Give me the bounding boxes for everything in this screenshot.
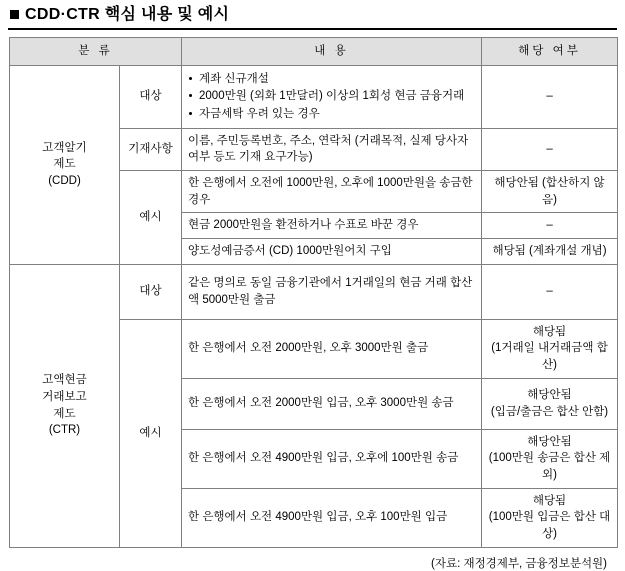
table-row (10, 264, 618, 319)
category-line: (CDD) (48, 174, 81, 187)
applicable-cell (482, 488, 618, 547)
page-title (8, 6, 617, 30)
column-header-content: 내 용 (182, 37, 482, 65)
applicable-cell (482, 378, 618, 429)
applicable-line: 해당안됨 (527, 388, 572, 401)
applicable-line: 해당됨 (532, 494, 567, 507)
content-cell: 양도성예금증서 (CD) 1000만원어치 구입 (182, 238, 482, 264)
cdd-ctr-table (9, 37, 618, 548)
type-cell-fields: 기재사항 (120, 128, 182, 170)
source-footnote: (자료: 재정경제부, 금융정보분석원) (431, 557, 607, 570)
type-cell-target: 대상 (120, 264, 182, 319)
content-cell: 한 은행에서 오전 2000만원, 오후 3000만원 출금 (182, 319, 482, 378)
content-cell: 한 은행에서 오전 4900만원 입금, 오후에 100만원 송금 (182, 429, 482, 488)
list-item: 자금세탁 우려 있는 경우 (188, 106, 475, 123)
content-cell: 이름, 주민등록번호, 주소, 연락처 (거래목적, 실제 당사자 여부 등도 기재 요구가능) (182, 128, 482, 170)
column-header-applicable: 해당 여부 (482, 37, 618, 65)
category-line: 고객알기 (42, 141, 87, 154)
type-cell-example: 예시 (120, 319, 182, 547)
category-line: 제도 (53, 158, 76, 171)
table-row (10, 65, 618, 128)
applicable-cell: 해당됨 (계좌개설 개념) (482, 238, 618, 264)
category-line: (CTR) (48, 424, 81, 437)
table-body (10, 65, 618, 547)
table-header (10, 37, 618, 65)
column-header-category: 분 류 (10, 37, 182, 65)
content-cell: 한 은행에서 오전에 1000만원, 오후에 1000만원을 송금한 경우 (182, 170, 482, 212)
applicable-line: (100만원 송금은 합산 제외) (488, 452, 611, 481)
applicable-line: 해당됨 (532, 325, 567, 338)
applicable-line: (100만원 입금은 합산 대상) (488, 511, 611, 541)
applicable-cell: 해당안됨 (합산하지 않음) (482, 170, 618, 212)
category-line: 고액현금 (42, 374, 87, 387)
content-cell-target-list (182, 65, 482, 128)
list-item: 계좌 신규개설 (188, 71, 475, 88)
applicable-cell: – (482, 65, 618, 128)
applicable-line: (입금/출금은 합산 안함) (490, 405, 609, 418)
content-cell: 한 은행에서 오전 2000만원 입금, 오후 3000만원 송금 (182, 378, 482, 429)
type-cell-target: 대상 (120, 65, 182, 128)
bullet-list (188, 71, 475, 123)
applicable-cell: – (482, 264, 618, 319)
list-item: 2000만원 (외화 1만달러) 이상의 1회성 현금 금융거래 (188, 88, 475, 105)
content-cell: 같은 명의로 동일 금융기관에서 1거래일의 현금 거래 합산액 5000만원 출금 (182, 264, 482, 319)
category-line: 제도 (53, 407, 76, 420)
content-cell: 한 은행에서 오전 4900만원 입금, 오후 100만원 입금 (182, 488, 482, 547)
applicable-line: 해당안됨 (527, 435, 572, 448)
page-title-text: CDD·CTR 핵심 내용 및 예시 (25, 6, 230, 23)
category-cell-ctr (10, 264, 120, 547)
category-line: 거래보고 (42, 390, 87, 403)
applicable-cell (482, 319, 618, 378)
applicable-cell: – (482, 128, 618, 170)
square-bullet-icon (10, 10, 19, 19)
content-cell: 현금 2000만원을 환전하거나 수표로 바꾼 경우 (182, 213, 482, 239)
type-cell-example: 예시 (120, 170, 182, 264)
table-header-row (10, 37, 618, 65)
applicable-cell: – (482, 213, 618, 239)
applicable-cell (482, 429, 618, 488)
category-cell-cdd (10, 65, 120, 264)
applicable-line: (1거래일 내거래금액 합산) (491, 342, 608, 371)
